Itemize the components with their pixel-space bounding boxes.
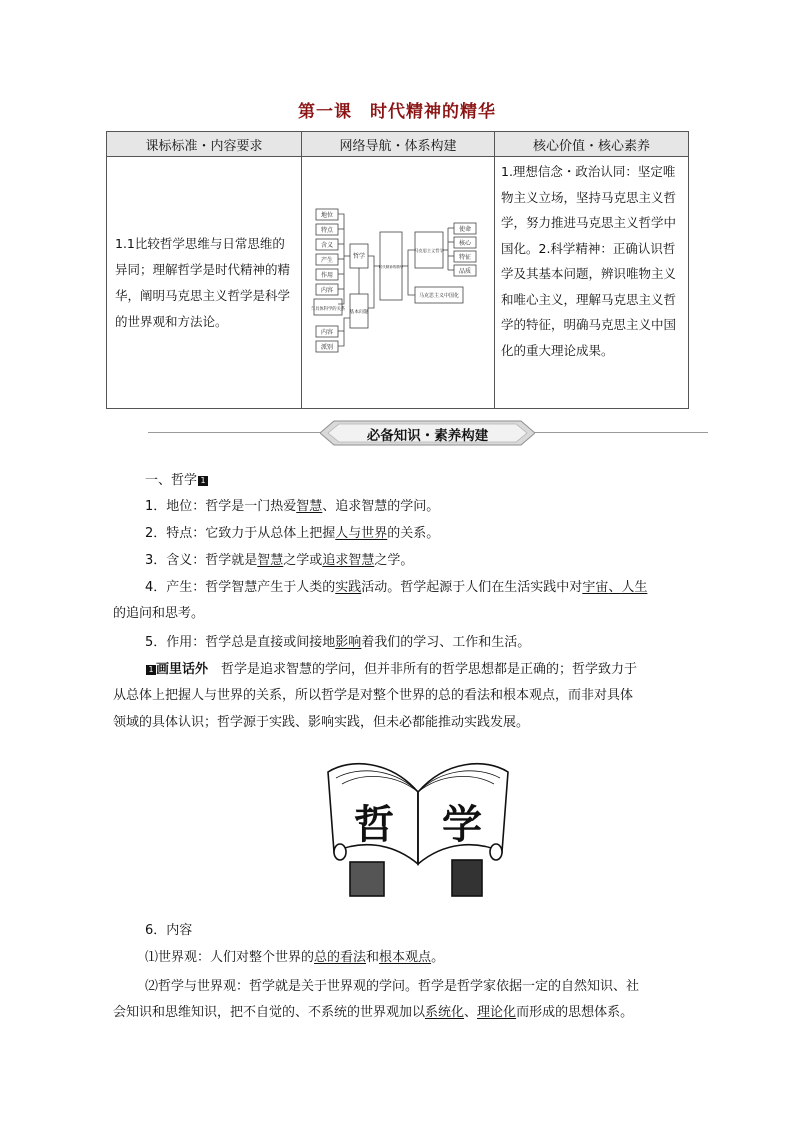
section-1-heading: 一、哲学 1 [145,469,208,488]
map-label-relation: 与具体科学的关系 [310,306,346,312]
worldview-definition: ⑴世界观：人们对整个世界的总的看法和根本观点。 [145,950,445,965]
map-label-philosophy: 哲学 [352,252,366,260]
list-item-meaning: 3．含义：哲学就是智慧之学或追求智慧之学。 [145,553,414,568]
marker-icon: 1 [198,476,208,486]
navigation-cell [302,157,495,409]
philosophy-worldview-line-1: ⑵哲学与世界观：哲学就是关于世界观的学问。哲学是哲学家依据一定的自然知识、社 [145,979,640,994]
page-title: 第一课 时代精神的精华 [298,102,496,122]
curriculum-table [106,131,689,409]
standard-cell: 1.1比较哲学思维与日常思维的异同；理解哲学是时代精神的精华，阐明马克思主义哲学是科学的世界观和方法论。 [107,157,302,409]
map-label-origin: 产生 [320,256,334,264]
banner-title: 必备知识・素养构建 [366,428,489,444]
map-label-traits: 特征 [458,253,472,261]
philosophy-worldview-line-2: 会知识和思维知识，把不自觉的、不系统的世界观加以系统化、理论化而形成的思想体系。 [113,1005,634,1020]
map-label-position: 地位 [320,211,334,219]
map-label-effect: 作用 [320,271,334,279]
map-label-content: 内容 [320,286,334,294]
map-label-sub-school: 派别 [320,343,334,351]
section-banner [148,420,708,446]
marker-icon: 1 [146,665,156,675]
header-navigation: 网络导航・体系构建 [302,132,495,157]
map-label-core: 核心 [458,239,472,247]
note-line-3: 领域的具体认识；哲学源于实践、影响实践，但未必都能推动实践发展。 [113,715,530,730]
map-label-mission: 使命 [458,225,472,233]
concept-map [302,158,494,405]
philosophy-book-illustration [320,752,516,904]
list-item-position: 1．地位：哲学是一门热爱智慧、追求智慧的学问。 [145,499,440,514]
note-line-2: 从总体上把握人与世界的关系，所以哲学是对整个世界的总的看法和根本观点，而非对具体 [113,688,634,703]
list-item-feature: 2．特点：它致力于从总体上把握人与世界的关系。 [145,526,440,541]
map-label-basic-question: 基本问题 [349,309,369,315]
map-label-sinicization: 马克思主义中国化 [418,292,460,299]
header-standard: 课标标准・内容要求 [107,132,302,157]
header-core-value: 核心价值・核心素养 [495,132,689,157]
map-label-quality: 品质 [458,267,472,275]
map-label-sub-content: 内容 [320,328,334,336]
cartoon-char-xue: 学 [442,801,482,848]
list-item-effect: 5．作用：哲学总是直接或间接地影响着我们的学习、工作和生活。 [145,635,531,650]
core-value-cell: 1.理想信念・政治认同：坚定唯物主义立场，坚持马克思主义哲学，努力推进马克思主义哲学中国化。2.科学精神：正确认识哲学及其基本问题，辨识唯物主义和唯心主义，理解马克思主义哲学的特征，明确马克思主义中国化的重大理论成果。 [495,157,689,409]
map-label-marx: 马克思主义哲学 [414,247,444,253]
cartoon-char-zhe: 哲 [354,801,394,848]
note-line-1: 1 画里话外 哲学是追求智慧的学问，但并非所有的哲学思想都是正确的；哲学致力于 [145,658,637,677]
table-header-row [107,132,689,157]
banner-line-left [148,432,328,433]
section-6-heading: 6．内容 [145,923,193,938]
map-label-meaning: 含义 [320,241,334,249]
table-body-row [107,157,689,409]
map-label-feature: 特点 [320,226,334,234]
list-item-origin: 4．产生：哲学智慧产生于人类的实践活动。哲学起源于人们在生活实践中对宇宙、人生 [145,580,648,595]
list-item-origin-cont: 的追问和思考。 [113,606,205,621]
banner-line-right [528,432,708,433]
map-label-center: 时代精神的精华 [378,264,404,269]
